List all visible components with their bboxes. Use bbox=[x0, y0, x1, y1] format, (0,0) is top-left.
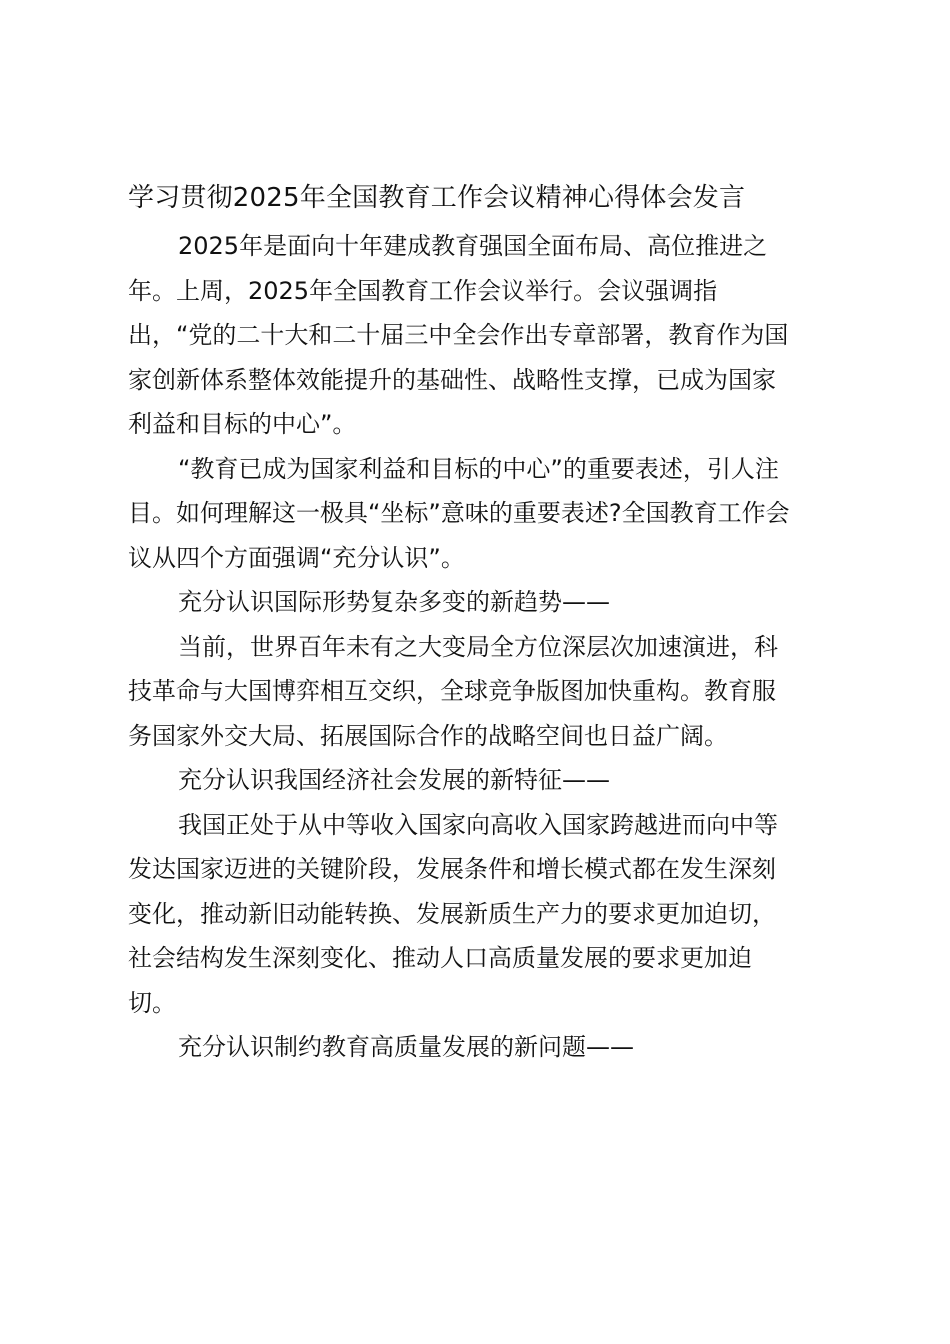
section-heading bbox=[128, 758, 832, 803]
text-line: 家创新体系整体效能提升的基础性、战略性支撑，已成为国家 bbox=[128, 365, 776, 394]
document-body bbox=[128, 224, 832, 1070]
paragraph bbox=[128, 224, 832, 447]
text-line: 充分认识制约教育高质量发展的新问题—— bbox=[178, 1033, 634, 1061]
text-line: 充分认识我国经济社会发展的新特征—— bbox=[178, 766, 610, 794]
text-line: 利益和目标的中心”。 bbox=[128, 410, 357, 438]
text-line: “教育已成为国家利益和目标的中心”的重要表述，引人注 bbox=[178, 454, 779, 483]
text-line: 变化，推动新旧动能转换、发展新质生产力的要求更加迫切， bbox=[128, 899, 776, 928]
text-line: 当前，世界百年未有之大变局全方位深层次加速演进，科 bbox=[178, 632, 778, 661]
text-line: 2025年是面向十年建成教育强国全面布局、高位推进之 bbox=[178, 232, 768, 260]
paragraph bbox=[128, 803, 832, 1026]
text-line: 充分认识国际形势复杂多变的新趋势—— bbox=[178, 588, 610, 616]
text-line: 发达国家迈进的关键阶段，发展条件和增长模式都在发生深刻 bbox=[128, 855, 776, 883]
text-line: 出，“党的二十大和二十届三中全会作出专章部署，教育作为国 bbox=[128, 321, 789, 349]
text-line: 技革命与大国博弈相互交织，全球竞争版图加快重构。教育服 bbox=[128, 677, 776, 705]
section-heading bbox=[128, 580, 832, 625]
text-line: 切。 bbox=[128, 988, 176, 1017]
text-line: 年。上周，2025年全国教育工作会议举行。会议强调指 bbox=[128, 276, 718, 305]
text-line: 我国正处于从中等收入国家向高收入国家跨越进而向中等 bbox=[178, 810, 778, 839]
paragraph bbox=[128, 625, 832, 759]
text-line: 议从四个方面强调“充分认识”。 bbox=[128, 543, 465, 572]
text-line: 务国家外交大局、拓展国际合作的战略空间也日益广阔。 bbox=[128, 721, 728, 750]
document-title: 学习贯彻2025年全国教育工作会议精神心得体会发言 bbox=[128, 183, 746, 213]
paragraph bbox=[128, 447, 832, 581]
text-line: 目。如何理解这一极具“坐标”意味的重要表述?全国教育工作会 bbox=[128, 499, 790, 527]
text-line: 社会结构发生深刻变化、推动人口高质量发展的要求更加迫 bbox=[128, 944, 752, 972]
section-heading bbox=[128, 1025, 832, 1070]
